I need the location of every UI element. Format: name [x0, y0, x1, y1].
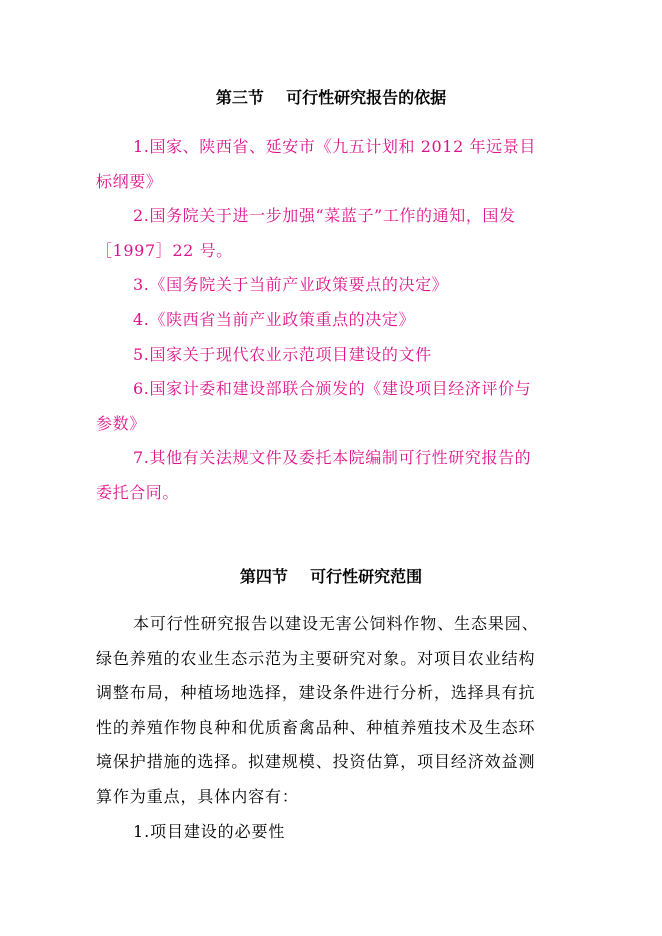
scope-line-2: 绿色养殖的农业生态示范为主要研究对象。对项目农业结构: [96, 648, 536, 668]
scope-line-1: 本可行性研究报告以建设无害公饲料作物、生态果园、: [133, 614, 539, 633]
section-3-heading: 第三节 可行性研究报告的依据: [215, 88, 447, 107]
basis-item-7-line-1: 7.其他有关法规文件及委托本院编制可行性研究报告的: [133, 448, 532, 468]
section-4-heading: 第四节 可行性研究范围: [239, 567, 423, 586]
basis-item-3: 3.《国务院关于当前产业政策要点的决定》: [133, 275, 449, 295]
scope-paragraph: [96, 607, 566, 849]
basis-item-1-line-1: 1.国家、陕西省、延安市《九五计划和 2012 年远景目: [133, 137, 536, 156]
scope-line-3: 调整布局，种植场地选择，建设条件进行分析，选择具有抗: [96, 683, 536, 703]
basis-item-6-line-1: 6.国家计委和建设部联合颁发的《建设项目经济评价与: [133, 379, 532, 399]
basis-item-2-line-2: ［1997］22 号。: [96, 240, 233, 260]
scope-list-item-1: 1.项目建设的必要性: [133, 821, 286, 841]
basis-item-1-line-2: 标纲要》: [96, 171, 163, 191]
basis-item-4: 4.《陕西省当前产业政策重点的决定》: [133, 309, 416, 329]
scope-line-4: 性的养殖作物良种和优质畜禽品种、种植养殖技术及生态环: [96, 717, 536, 737]
scope-line-6: 算作为重点，具体内容有：: [96, 786, 299, 806]
basis-list: [96, 130, 566, 511]
basis-item-2-line-1: 2.国务院关于进一步加强“菜蓝子”工作的通知，国发: [133, 206, 516, 226]
basis-item-7-line-2: 委托合同。: [96, 482, 180, 502]
basis-item-6-line-2: 参数》: [96, 413, 146, 433]
basis-item-5: 5.国家关于现代农业示范项目建设的文件: [133, 344, 432, 364]
scope-line-5: 境保护措施的选择。拟建规模、投资估算，项目经济效益测: [96, 752, 536, 772]
